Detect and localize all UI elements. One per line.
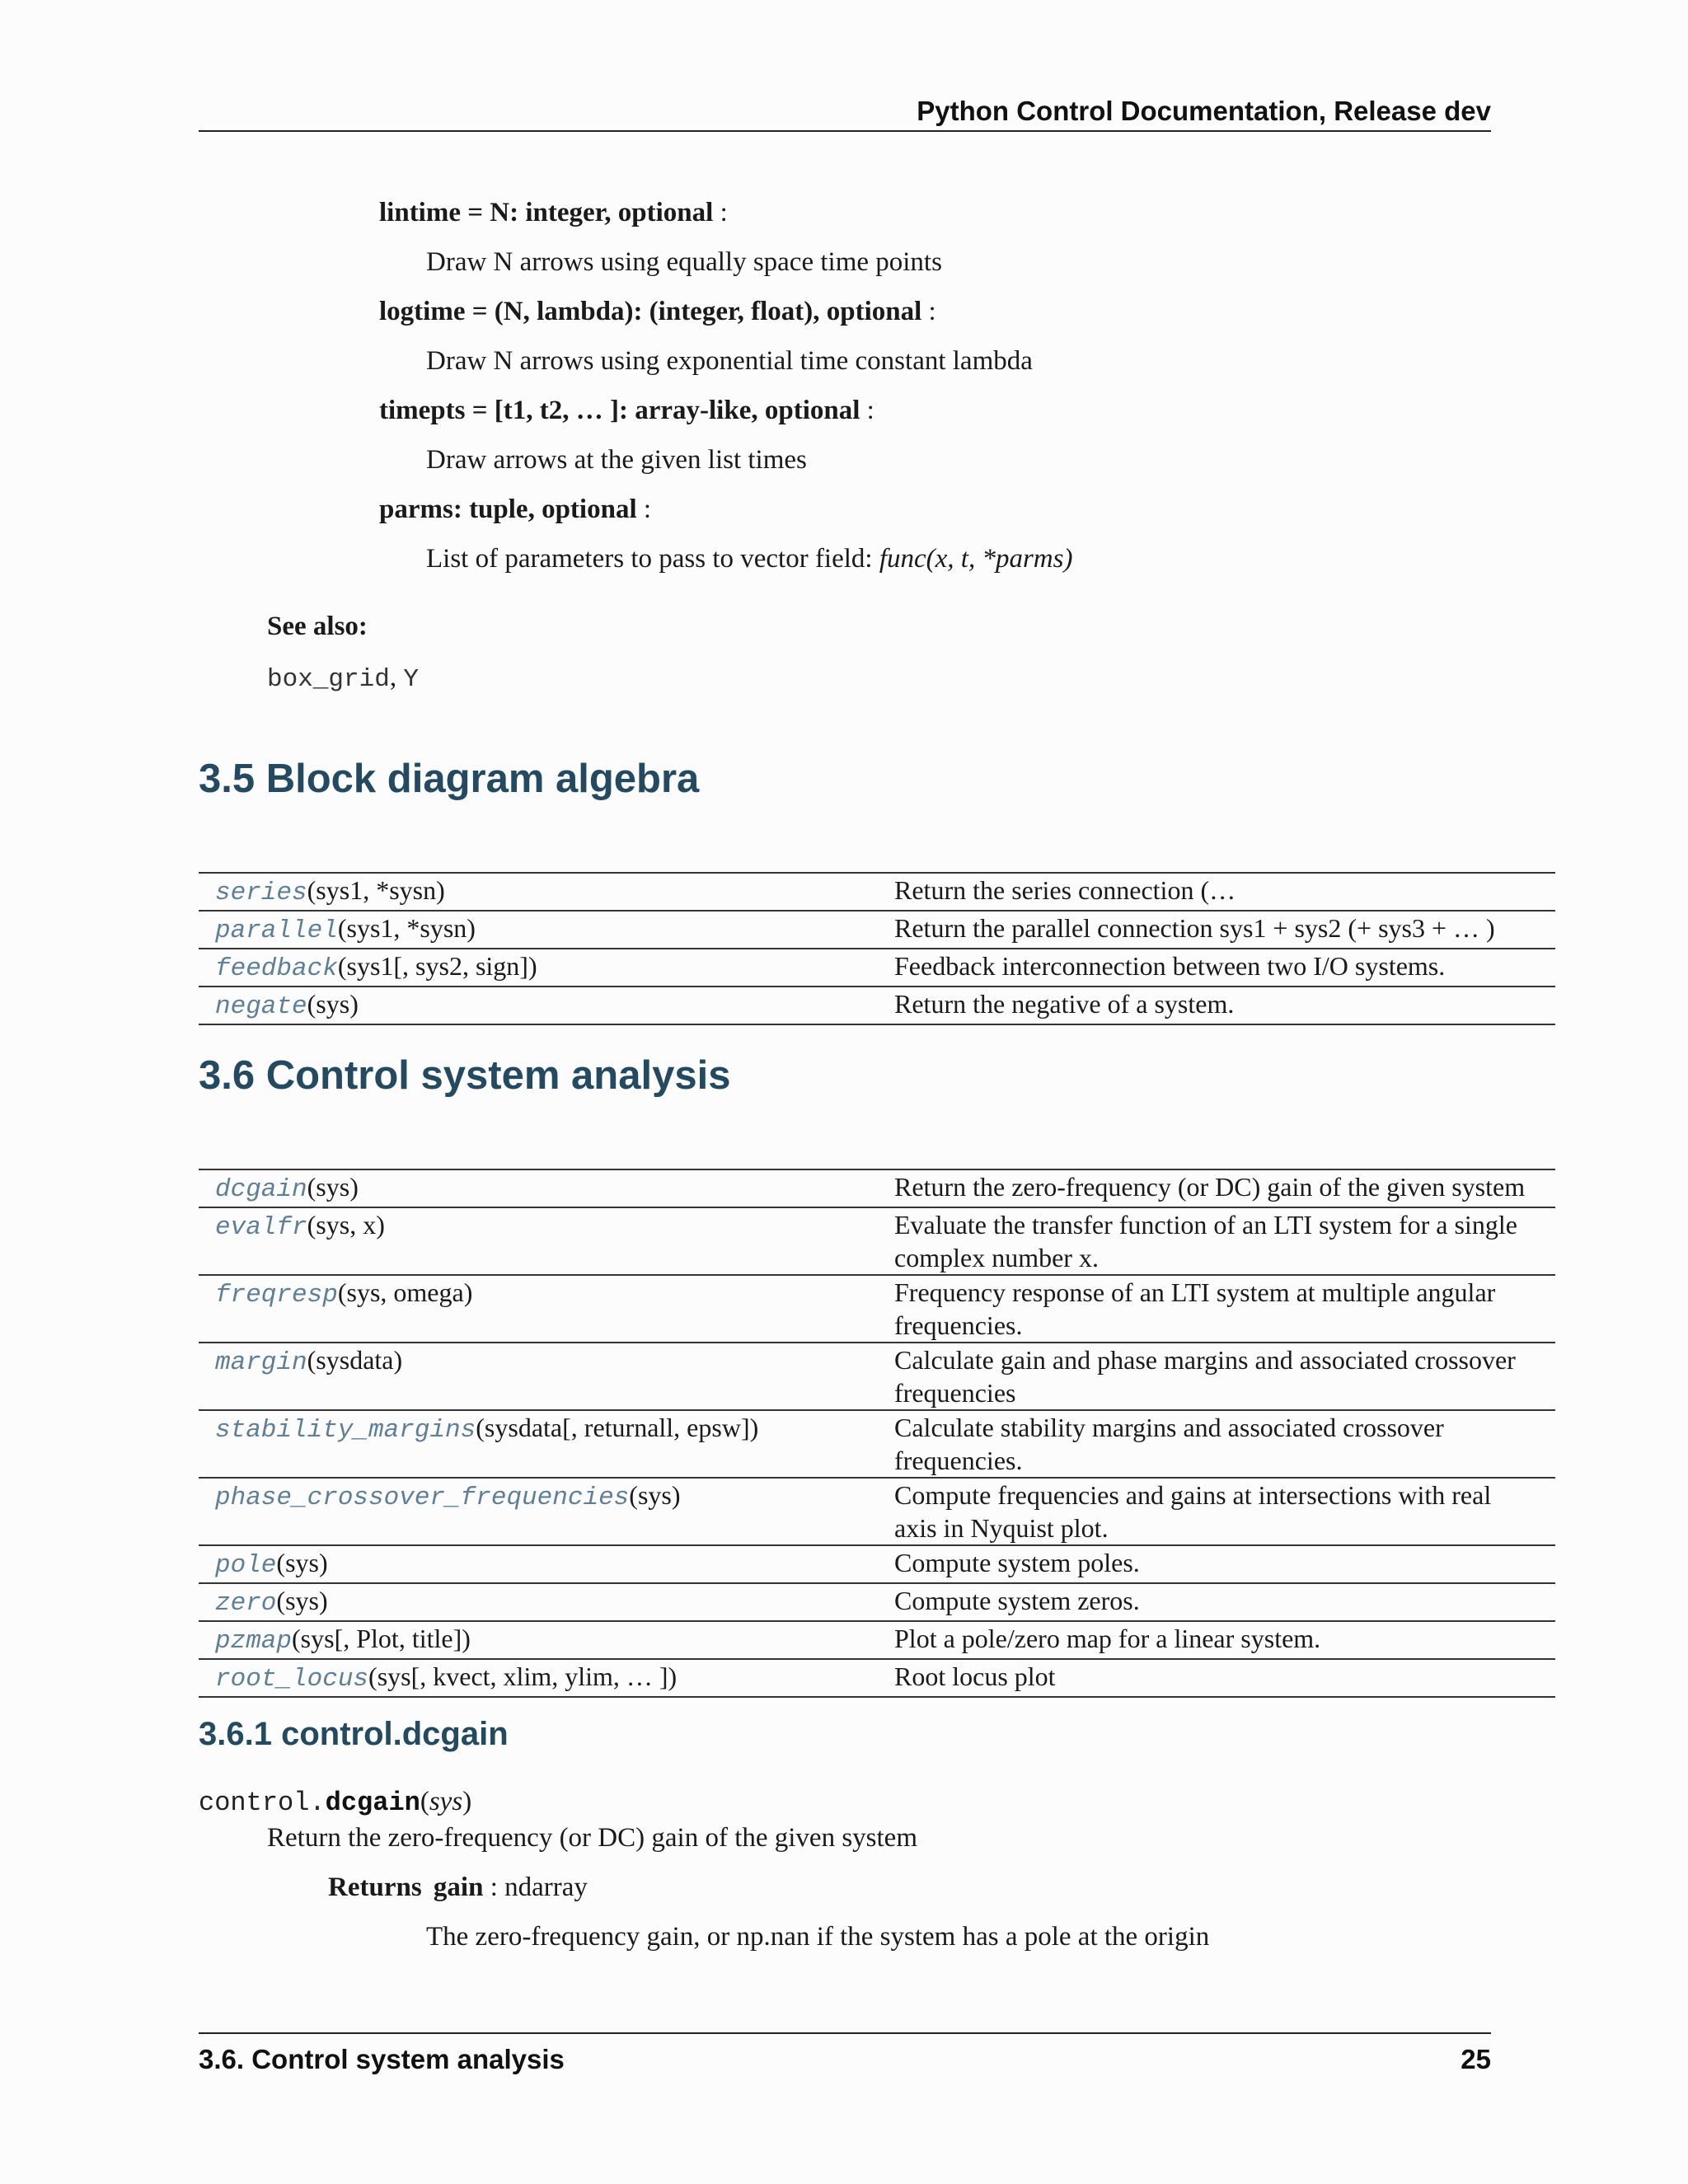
param-name: lintime = N: integer, optional [379,198,714,227]
function-link[interactable]: zero [215,1589,277,1618]
table-row [199,1583,1555,1621]
table-row [199,1207,1555,1275]
document-title: Python Control Documentation, Release dev [917,96,1491,126]
table-row [199,1410,1555,1478]
function-description: Compute system zeros. [894,1583,1555,1621]
returns-label: Returns [328,1872,422,1902]
function-args: (sys) [276,1548,328,1577]
page-number: 25 [1461,2044,1491,2074]
param-desc-text: List of parameters to pass to vector field: [426,544,879,574]
link-y[interactable]: Y [403,665,419,694]
function-summary: Return the zero-frequency (or DC) gain of the given system [267,1823,917,1853]
param-sep: : [636,494,652,524]
param-name: parms: tuple, optional [379,494,637,524]
returns-type: : ndarray [483,1872,588,1902]
param-timepts [379,396,874,426]
function-description: Feedback interconnection between two I/O systems. [894,949,1555,987]
function-description: Return the negative of a system. [894,987,1555,1024]
param-desc [426,544,1072,574]
footer-section-title: 3.6. Control system analysis [199,2044,565,2074]
function-description: Calculate stability margins and associated crossover frequencies. [894,1410,1555,1478]
function-description: Evaluate the transfer function of an LTI system for a single complex number x. [894,1207,1555,1275]
function-args: (sysdata) [307,1345,403,1375]
function-args: (sys1, *sysn) [307,875,445,905]
table-row [199,1343,1555,1410]
table-row [199,1478,1555,1545]
function-args: (sys, omega) [337,1277,473,1307]
signature-open-paren: ( [420,1787,429,1816]
function-args: (sys) [307,1172,359,1202]
function-description: Compute frequencies and gains at intersections with real axis in Nyquist plot. [894,1478,1555,1545]
function-description: Return the series connection (… [894,873,1555,911]
param-name: logtime = (N, lambda): (integer, float), optional [379,297,922,326]
function-link[interactable]: root_locus [215,1665,369,1694]
function-link[interactable]: pzmap [215,1627,293,1656]
table-row [199,1169,1555,1207]
param-desc-signature: func(x, t, *parms) [879,544,1073,574]
returns-field [328,1872,588,1903]
function-link[interactable]: margin [215,1348,307,1377]
function-args: (sys1[, sys2, sign]) [337,951,537,981]
returns-name: gain [433,1872,484,1902]
link-box-grid[interactable]: box_grid [267,665,390,694]
param-sep: : [921,297,936,326]
function-link[interactable]: negate [215,992,307,1021]
function-args: (sys) [307,989,359,1019]
function-description: Calculate gain and phase margins and associated crossover frequencies [894,1343,1555,1410]
function-link[interactable]: pole [215,1551,277,1580]
table-row [199,1275,1555,1343]
subsection-heading-dcgain: 3.6.1 control.dcgain [199,1716,509,1752]
block-diagram-table [199,872,1555,1025]
function-link[interactable]: freqresp [215,1281,338,1310]
function-args: (sys[, kvect, xlim, ylim, … ]) [368,1661,678,1691]
function-args: (sys1, *sysn) [337,913,476,943]
param-sep: : [860,396,874,425]
param-lintime [379,198,728,228]
param-name: timepts = [t1, t2, … ]: array-like, optional [379,396,860,425]
function-args: (sys) [629,1480,681,1510]
table-row [199,1545,1555,1583]
param-logtime [379,297,936,327]
function-signature [199,1787,471,1818]
see-also-label: See also: [267,612,368,641]
table-row [199,987,1555,1024]
signature-argument: sys [429,1787,463,1816]
table-row [199,1659,1555,1697]
table-row [199,1621,1555,1659]
function-link[interactable]: series [215,879,307,907]
function-args: (sysdata[, returnall, epsw]) [476,1413,759,1442]
function-description: Frequency response of an LTI system at multiple angular frequencies. [894,1275,1555,1343]
function-description: Plot a pole/zero map for a linear system. [894,1621,1555,1659]
table-row [199,911,1555,949]
param-desc: Draw arrows at the given list times [426,445,807,475]
function-args: (sys) [276,1586,328,1615]
function-description: Return the parallel connection sys1 + sys2 (+ sys3 + … ) [894,911,1555,949]
param-desc: Draw N arrows using equally space time points [426,247,942,277]
function-description: Root locus plot [894,1659,1555,1697]
function-description: Compute system poles. [894,1545,1555,1583]
signature-close-paren: ) [462,1787,472,1816]
param-parms [379,494,651,525]
see-also-sep: , [389,663,404,692]
section-heading-block-diagram: 3.5 Block diagram algebra [199,757,700,801]
function-args: (sys, x) [307,1210,385,1240]
function-args: (sys[, Plot, title]) [292,1624,471,1653]
running-footer [199,2032,1491,2074]
running-header [199,92,1491,132]
function-link[interactable]: phase_crossover_frequencies [215,1483,630,1512]
function-link[interactable]: feedback [215,954,338,983]
returns-description: The zero-frequency gain, or np.nan if the system has a pole at the origin [426,1922,1210,1952]
param-desc: Draw N arrows using exponential time constant lambda [426,346,1033,376]
function-link[interactable]: parallel [215,916,338,945]
section-heading-control-analysis: 3.6 Control system analysis [199,1053,731,1098]
function-link[interactable]: evalfr [215,1213,307,1242]
param-sep: : [713,198,728,227]
function-link[interactable]: dcgain [215,1175,307,1204]
table-row [199,873,1555,911]
table-row [199,949,1555,987]
function-description: Return the zero-frequency (or DC) gain of the given system [894,1169,1555,1207]
control-analysis-table [199,1169,1555,1698]
see-also-links [267,663,419,694]
function-link[interactable]: stability_margins [215,1416,476,1445]
signature-function-name: dcgain [325,1788,420,1818]
signature-module: control. [199,1788,326,1818]
